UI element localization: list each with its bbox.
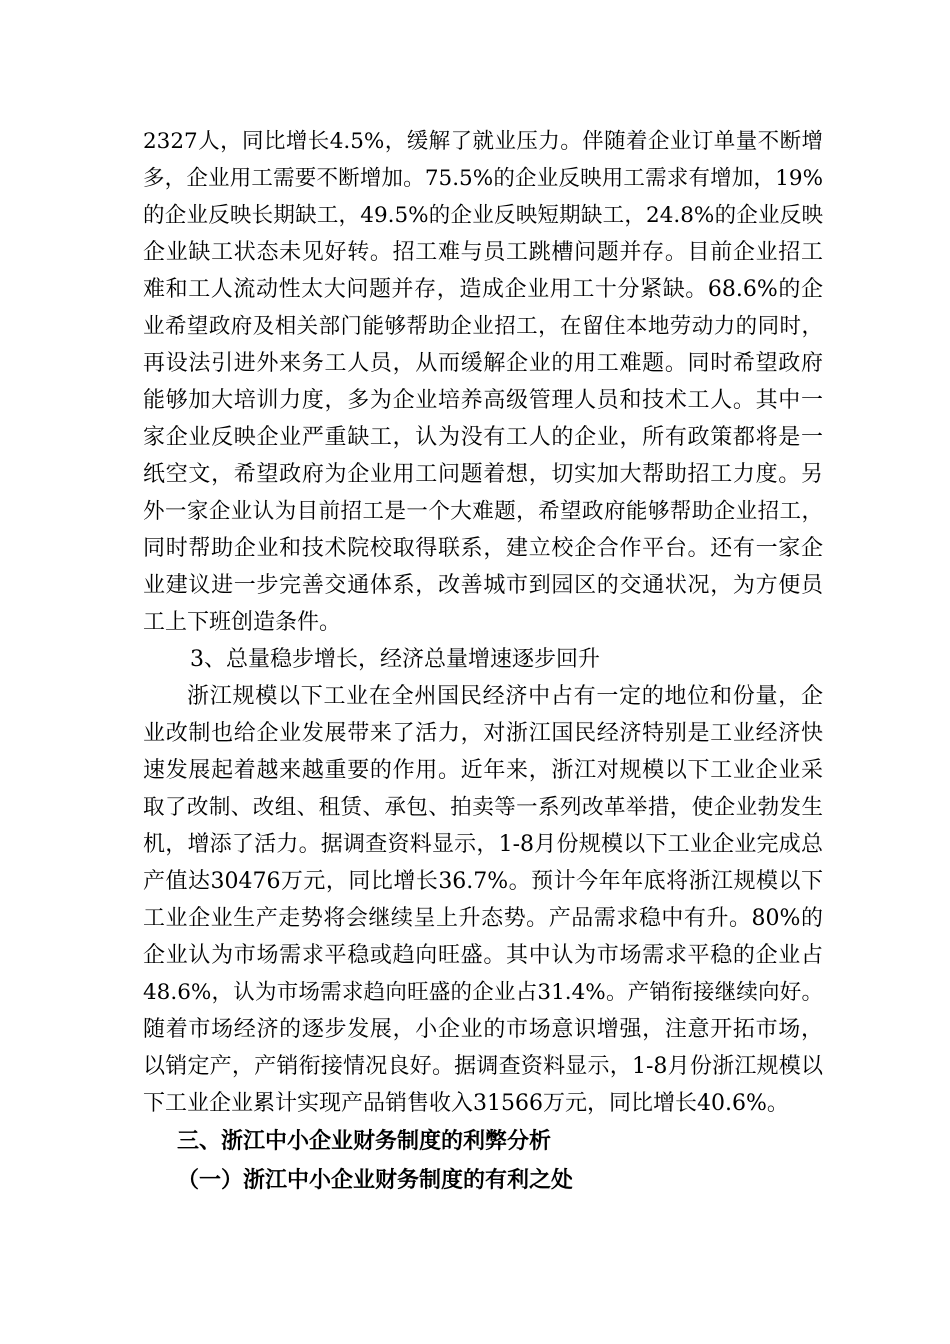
text-line: 再设法引进外来务工人员，从而缓解企业的用工难题。同时希望政府 — [143, 351, 823, 376]
text-line: 多，企业用工需要不断增加。75.5%的企业反映用工需求有增加，19% — [143, 166, 823, 191]
text-line: 48.6%，认为市场需求趋向旺盛的企业占31.4%。产销衔接继续向好。 — [143, 980, 823, 1005]
section-heading-3: 三、浙江中小企业财务制度的利弊分析 — [177, 1128, 552, 1154]
text-line: 业改制也给企业发展带来了活力，对浙江国民经济特别是工业经济快 — [143, 721, 823, 746]
subsection-heading-3-1: （一）浙江中小企业财务制度的有利之处 — [177, 1167, 574, 1193]
text-line: 家企业反映企业严重缺工，认为没有工人的企业，所有政策都将是一 — [143, 425, 823, 450]
text-line: 以销定产，产销衔接情况良好。据调查资料显示，1-8月份浙江规模以 — [143, 1054, 823, 1079]
text-line: 速发展起着越来越重要的作用。近年来，浙江对规模以下工业企业采 — [143, 758, 823, 783]
text-line: 同时帮助企业和技术院校取得联系，建立校企合作平台。还有一家企 — [143, 536, 823, 561]
text-line: 2327人，同比增长4.5%，缓解了就业压力。伴随着企业订单量不断增 — [143, 129, 823, 154]
text-line: 随着市场经济的逐步发展，小企业的市场意识增强，注意开拓市场， — [143, 1017, 823, 1042]
text-line: 浙江规模以下工业在全州国民经济中占有一定的地位和份量，企 — [187, 684, 823, 709]
text-line: 能够加大培训力度，多为企业培养高级管理人员和技术工人。其中一 — [143, 388, 823, 413]
text-line: 纸空文，希望政府为企业用工问题着想，切实加大帮助招工力度。另 — [143, 462, 823, 487]
text-line: 机，增添了活力。据调查资料显示，1-8月份规模以下工业企业完成总 — [143, 832, 823, 857]
text-line: 业建议进一步完善交通体系，改善城市到园区的交通状况，为方便员 — [143, 573, 823, 598]
text-line: 企业缺工状态未见好转。招工难与员工跳槽问题并存。目前企业招工 — [143, 240, 823, 265]
text-line: 工上下班创造条件。 — [143, 610, 342, 635]
text-line: 产值达30476万元，同比增长36.7%。预计今年年底将浙江规模以下 — [143, 869, 823, 894]
subheading-3: 3、总量稳步增长，经济总量增速逐步回升 — [190, 647, 600, 672]
text-line: 企业认为市场需求平稳或趋向旺盛。其中认为市场需求平稳的企业占 — [143, 943, 823, 968]
text-line: 业希望政府及相关部门能够帮助企业招工，在留住本地劳动力的同时， — [143, 314, 823, 339]
text-line: 下工业企业累计实现产品销售收入31566万元，同比增长40.6%。 — [143, 1091, 789, 1116]
text-line: 难和工人流动性太大问题并存，造成企业用工十分紧缺。68.6%的企 — [143, 277, 823, 302]
text-line: 取了改制、改组、租赁、承包、拍卖等一系列改革举措，使企业勃发生 — [143, 795, 823, 820]
text-line: 外一家企业认为目前招工是一个大难题，希望政府能够帮助企业招工， — [143, 499, 823, 524]
text-line: 的企业反映长期缺工，49.5%的企业反映短期缺工，24.8%的企业反映 — [143, 203, 823, 228]
text-line: 工业企业生产走势将会继续呈上升态势。产品需求稳中有升。80%的 — [143, 906, 823, 931]
